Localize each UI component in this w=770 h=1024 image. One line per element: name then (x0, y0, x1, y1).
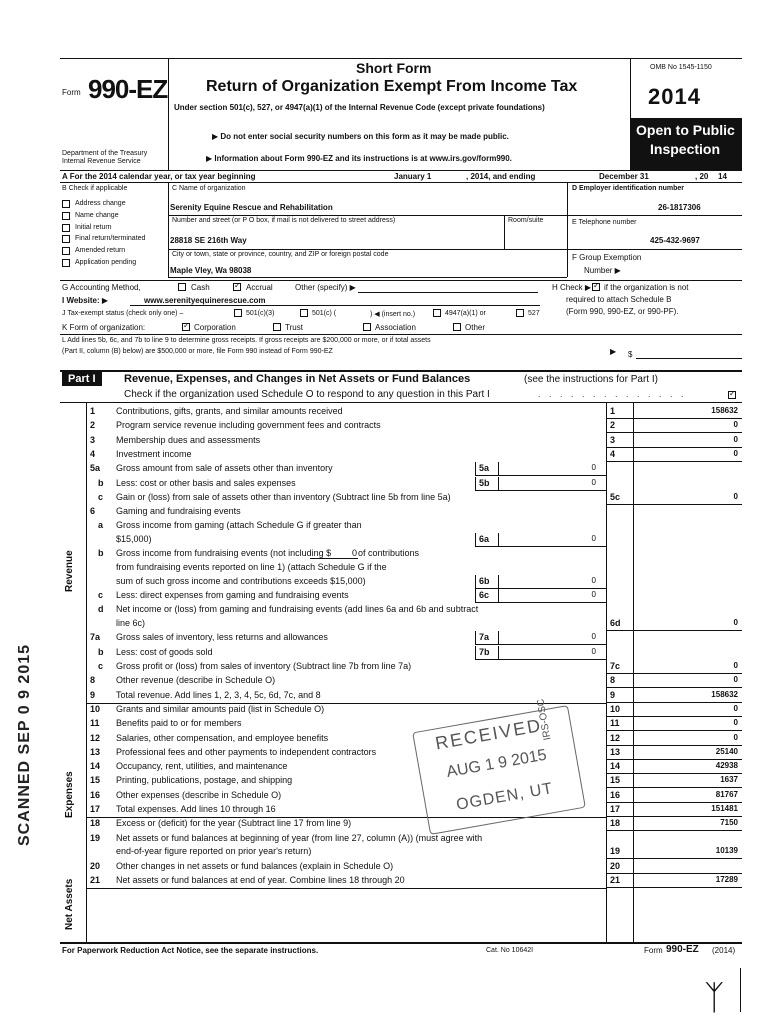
received-date: AUG 1 9 2015 (445, 746, 549, 781)
line-amount[interactable]: 0 (733, 675, 738, 685)
inner-amount[interactable]: 0 (591, 463, 596, 473)
end-year: 14 (718, 172, 727, 181)
line-description: Other expenses (describe in Schedule O) (116, 789, 282, 800)
tax-year-end: December 31 (599, 172, 649, 181)
section-b-checkbox[interactable] (62, 259, 70, 267)
omb-number: OMB No 1545-1150 (650, 64, 712, 71)
line-description: Contributions, gifts, grants, and similar amounts received (116, 406, 343, 416)
city-label: City or town, state or province, country, and ZIP or foreign postal code (172, 251, 389, 258)
line-box-number: 15 (610, 775, 621, 786)
schedule-b-checkbox[interactable] (592, 283, 600, 291)
line-number: 6 (90, 506, 96, 517)
line-amount[interactable]: 151481 (711, 804, 738, 813)
line-description: Benefits paid to or for members (116, 718, 242, 729)
line-amount[interactable]: 0 (733, 732, 738, 742)
section-b-item-label: Name change (75, 211, 119, 219)
line-number: 7a (90, 632, 101, 643)
line-description: Total expenses. Add lines 10 through 16 (116, 804, 276, 814)
inner-box-number: 5a (479, 463, 490, 474)
received-city: OGDEN, UT (455, 780, 555, 814)
phone-label: E Telephone number (572, 219, 637, 226)
line-description: Membership dues and assessments (116, 434, 261, 445)
insert-no-label: ) ◀ (insert no.) (370, 311, 416, 318)
inner-amount[interactable]: 0 (591, 534, 596, 544)
tax-year-begin: January 1 (394, 172, 432, 181)
inner-amount[interactable]: 0 (591, 646, 596, 656)
line-box-number: 1 (610, 406, 616, 416)
line-amount[interactable]: 42938 (715, 761, 738, 771)
line-number: 14 (90, 761, 101, 772)
line-box-number: 14 (610, 761, 621, 772)
schedule-o-check-line: Check if the organization used Schedule O to respond to any question in this Part I (124, 389, 490, 400)
handwritten-mark: ᛉ (704, 978, 725, 1018)
501c-label: 501(c) ( (312, 310, 337, 317)
line-description: Excess or (deficit) for the year (Subtract line 17 from line 9) (116, 818, 352, 829)
line-box-number: 3 (610, 434, 616, 445)
received-text: RECEIVED (433, 715, 544, 754)
line-description: Printing, publications, postage, and shipping (116, 775, 293, 786)
section-b-checkbox[interactable] (62, 200, 70, 208)
check-h-text: if the organization is not (604, 283, 689, 292)
line-box-number: 11 (610, 718, 620, 729)
trust-label: Trust (285, 323, 303, 332)
org-name-label: C Name of organization (172, 185, 246, 192)
4947-label: 4947(a)(1) or (445, 310, 486, 317)
line-description: Gross income from fundraising events (not including $ (116, 548, 332, 559)
line-box-number: 12 (610, 732, 621, 743)
line-description: Gross amount from sale of assets other than inventory (116, 463, 333, 474)
line-description: Net assets or fund balances at beginning of year (from line 27, column (A)) (must agree with (116, 832, 483, 843)
line-number: c (98, 491, 104, 502)
line-number: 2 (90, 420, 96, 431)
footer-cat-no: Cat. No 10642I (486, 947, 534, 954)
line-amount[interactable]: 158632 (711, 689, 738, 699)
line-description: Gaming and fundraising events (116, 506, 241, 517)
line-box-number: 17 (610, 804, 621, 814)
form-subtitle: Under section 501(c), 527, or 4947(a)(1) of the Internal Revenue Code (except private foundations) (174, 103, 545, 112)
form-title: Return of Organization Exempt From Income Tax (206, 78, 578, 95)
tax-year: 2014 (648, 84, 701, 109)
trust-checkbox[interactable] (273, 323, 281, 331)
line-box-number: 8 (610, 675, 616, 686)
line-number: 11 (90, 718, 100, 729)
501c-checkbox[interactable] (300, 309, 308, 317)
inner-amount[interactable]: 0 (591, 590, 596, 600)
inner-amount[interactable]: 0 (591, 477, 596, 487)
dept-label: Department of the Treasury (62, 150, 148, 157)
line-box-number: 20 (610, 860, 621, 871)
line-number: 10 (90, 703, 101, 714)
ein-value[interactable]: 26-1817306 (658, 203, 701, 212)
net-assets-side-label: Net Assets (64, 878, 75, 930)
room-label: Room/suite (508, 217, 544, 224)
line-number: b (98, 646, 104, 657)
open-public: Open to Public (636, 122, 735, 138)
street-address[interactable]: 28818 SE 216th Way (170, 236, 247, 245)
check-h-text-3: (Form 990, 990-EZ, or 990-PF). (566, 307, 679, 316)
line-description: Less: direct expenses from gaming and fundraising events (116, 590, 349, 601)
line-amount[interactable]: 81767 (715, 789, 738, 799)
line-6b-amount[interactable]: 0 (352, 548, 358, 559)
line-description-cont: $15,000) (116, 534, 152, 545)
line-l-text: L Add lines 5b, 6c, and 7b to line 9 to determine gross receipts. If gross receipts are $200,000 or more, or if total assets (62, 337, 431, 344)
part-1-title-note: (see the instructions for Part I) (524, 374, 658, 385)
section-b-item-label: Initial return (75, 223, 112, 231)
other-org-label: Other (465, 323, 486, 332)
section-b-item-label: Amended return (75, 247, 126, 255)
line-amount[interactable]: 0 (733, 661, 738, 670)
received-stamp (412, 698, 586, 835)
section-b-item-label: Final return/terminated (75, 235, 146, 243)
line-l-dollar: $ (628, 350, 633, 359)
line-number: 18 (90, 818, 101, 829)
street-label: Number and street (or P O box, if mail is not delivered to street address) (172, 217, 396, 224)
association-checkbox[interactable] (363, 323, 371, 331)
line-description: Gross income from gaming (attach Schedule G if greater than (116, 520, 362, 531)
line-box-number: 13 (610, 746, 621, 757)
line-amount[interactable]: 0 (733, 434, 738, 444)
line-a-label: A For the 2014 calendar year, or tax year beginning (62, 172, 256, 181)
association-label: Association (375, 323, 416, 332)
line-number: c (98, 590, 104, 601)
line-description: Less: cost or other basis and sales expenses (116, 477, 296, 488)
inner-amount[interactable]: 0 (591, 632, 596, 642)
short-form: Short Form (356, 60, 432, 76)
inner-box-number: 7a (479, 632, 490, 643)
501c3-label: 501(c)(3) (246, 310, 275, 317)
other-method-label: Other (specify) ▶ (295, 283, 356, 292)
line-description: Investment income (116, 448, 192, 459)
line-description: Net assets or fund balances at end of year. Combine lines 18 through 20 (116, 874, 405, 885)
revenue-side-label: Revenue (64, 550, 75, 592)
line-number: 20 (90, 860, 101, 871)
line-amount[interactable]: 0 (733, 420, 738, 430)
line-amount[interactable]: 158632 (711, 406, 738, 415)
line-box-number: 2 (610, 420, 616, 431)
line-description: Professional fees and other payments to independent contractors (116, 746, 377, 757)
line-number: 3 (90, 434, 96, 445)
line-number: 21 (90, 874, 101, 885)
line-number: 12 (90, 732, 101, 743)
line-amount[interactable]: 10139 (715, 846, 738, 856)
line-description: Salaries, other compensation, and employee benefits (116, 732, 329, 743)
website-value[interactable]: www.serenityequinerescue.com (144, 296, 266, 305)
group-exemption-label: F Group Exemption (572, 253, 642, 262)
cash-checkbox[interactable] (178, 283, 186, 291)
line-l-text-2: (Part II, column (B) below) are $500,000 or more, file Form 990 instead of Form 990-EZ (62, 348, 333, 355)
line-box-number: 6d (610, 618, 621, 629)
line-description: Gain or (loss) from sale of assets other than inventory (Subtract line 5b from line 5a) (116, 491, 451, 502)
inner-amount[interactable]: 0 (591, 575, 596, 585)
line-box-number: 16 (610, 789, 621, 800)
org-form-label: K Form of organization: (62, 323, 146, 332)
section-b-checkbox[interactable] (62, 212, 70, 220)
line-description-cont: from fundraising events reported on line 1) (attach Schedule G if the (116, 562, 387, 573)
end-year-prefix: , 20 (695, 172, 709, 181)
line-description: Gross profit or (loss) from sales of inventory (Subtract line 7b from line 7a) (116, 661, 412, 671)
section-b-checkbox[interactable] (62, 224, 70, 232)
line-number: 5a (90, 463, 101, 474)
inner-box-number: 6c (479, 590, 490, 601)
line-description: Program service revenue including government fees and contracts (116, 420, 381, 431)
section-b-item-label: Application pending (75, 259, 137, 266)
4947-checkbox[interactable] (433, 309, 441, 317)
527-label: 527 (528, 310, 540, 317)
line-amount[interactable]: 25140 (715, 746, 738, 756)
org-name[interactable]: Serenity Equine Rescue and Rehabilitation (170, 203, 333, 212)
website-label: I Website: ▶ (62, 296, 109, 305)
phone-value[interactable]: 425-432-9697 (650, 236, 700, 245)
received-side: IRS-OSC (535, 698, 554, 741)
line-box-number: 18 (610, 818, 621, 829)
line-description-cont: line 6c) (116, 618, 146, 629)
ein-label: D Employer identification number (572, 185, 685, 192)
accounting-method-label: G Accounting Method, (62, 283, 141, 292)
inner-box-number: 5b (479, 477, 490, 488)
line-number: 4 (90, 448, 96, 459)
line-amount[interactable]: 0 (733, 491, 738, 501)
line-description: Less: cost of goods sold (116, 646, 213, 657)
line-number: a (98, 520, 104, 531)
line-description: Gross sales of inventory, less returns and allowances (116, 632, 328, 643)
line-amount[interactable]: 0 (733, 718, 738, 728)
corporation-checkbox[interactable] (182, 323, 190, 331)
line-number: b (98, 477, 104, 488)
line-number: 19 (90, 832, 101, 843)
line-description: Grants and similar amounts paid (list in Schedule O) (116, 703, 325, 714)
expenses-side-label: Expenses (64, 771, 75, 818)
group-exemption-number: Number ▶ (584, 266, 621, 275)
other-org-checkbox[interactable] (453, 323, 461, 331)
check-h-text-2: required to attach Schedule B (566, 295, 672, 304)
line-box-number: 10 (610, 703, 621, 714)
cash-label: Cash (191, 283, 210, 292)
irs-label: Internal Revenue Service (62, 158, 141, 165)
line-description-cont: sum of such gross income and contributions exceeds $15,000) (116, 575, 366, 586)
ssn-notice: ▶ Do not enter social security numbers on this form as it may be made public. (212, 132, 509, 141)
line-amount[interactable]: 0 (733, 448, 738, 458)
form-number: 990-EZ (88, 74, 168, 104)
line-number: d (98, 604, 104, 615)
line-amount[interactable]: 17289 (715, 874, 738, 884)
footer-form-year: (2014) (712, 946, 736, 955)
line-box-number: 5c (610, 491, 621, 502)
line-description-cont: end-of-year figure reported on prior year's return) (116, 846, 312, 857)
info-notice: ▶ Information about Form 990-EZ and its instructions is at www.irs.gov/form990. (206, 154, 512, 163)
line-number: 1 (90, 406, 96, 416)
inner-box-number: 6a (479, 534, 490, 545)
line-number: 17 (90, 804, 101, 814)
inner-box-number: 6b (479, 575, 490, 586)
accrual-label: Accrual (246, 283, 273, 292)
section-b-item-label: Address change (75, 200, 126, 207)
line-number: b (98, 548, 104, 559)
footer-paperwork: For Paperwork Reduction Act Notice, see the separate instructions. (62, 946, 319, 955)
scanned-stamp: SCANNED SEP 0 9 2015 (16, 643, 33, 846)
line-box-number: 19 (610, 846, 621, 857)
line-6b-contrib: of contributions (358, 548, 420, 559)
line-l-arrow: ▶ (610, 347, 617, 356)
line-amount[interactable]: 0 (733, 703, 738, 713)
city-state-zip[interactable]: Maple Vley, Wa 98038 (170, 266, 252, 275)
line-number: c (98, 661, 104, 671)
line-box-number: 21 (610, 874, 621, 885)
line-description: Net income or (loss) from gaming and fundraising events (add lines 6a and 6b and subtract (116, 604, 479, 615)
form-prefix: Form (62, 88, 81, 97)
line-box-number: 7c (610, 661, 621, 671)
line-description: Occupancy, rent, utilities, and maintenance (116, 761, 288, 772)
line-number: 9 (90, 689, 96, 700)
line-description: Total revenue. Add lines 1, 2, 3, 4, 5c, 6d, 7c, and 8 (116, 689, 321, 700)
check-h-label: H Check ▶ (552, 283, 592, 292)
corporation-label: Corporation (194, 323, 236, 332)
footer-form-prefix: Form (644, 946, 663, 955)
schedule-o-checkbox[interactable] (728, 391, 736, 399)
527-checkbox[interactable] (516, 309, 524, 317)
line-box-number: 9 (610, 689, 616, 700)
line-amount[interactable]: 0 (733, 618, 738, 628)
part-1-tag: Part I (62, 372, 102, 386)
501c3-checkbox[interactable] (234, 309, 242, 317)
tax-exempt-label: J Tax-exempt status (check only one) – (62, 310, 184, 317)
line-number: 8 (90, 675, 96, 686)
section-b-checkbox[interactable] (62, 247, 70, 255)
section-b-label: B Check if applicable (62, 185, 128, 192)
inspection: Inspection (650, 141, 721, 157)
part-1-title: Revenue, Expenses, and Changes in Net Assets or Fund Balances (124, 373, 471, 385)
line-amount[interactable]: 7150 (720, 818, 738, 828)
line-description: Other changes in net assets or fund balances (explain in Schedule O) (116, 860, 394, 871)
inner-box-number: 7b (479, 646, 490, 657)
line-number: 13 (90, 746, 101, 757)
line-a-mid: , 2014, and ending (466, 172, 536, 181)
line-number: 16 (90, 789, 101, 800)
accrual-checkbox[interactable] (233, 283, 241, 291)
line-amount[interactable]: 1637 (720, 775, 738, 785)
line-number: 15 (90, 775, 101, 786)
line-description: Other revenue (describe in Schedule O) (116, 675, 276, 686)
footer-form-number: 990-EZ (666, 944, 699, 955)
line-box-number: 4 (610, 448, 616, 459)
section-b-checkbox[interactable] (62, 235, 70, 243)
